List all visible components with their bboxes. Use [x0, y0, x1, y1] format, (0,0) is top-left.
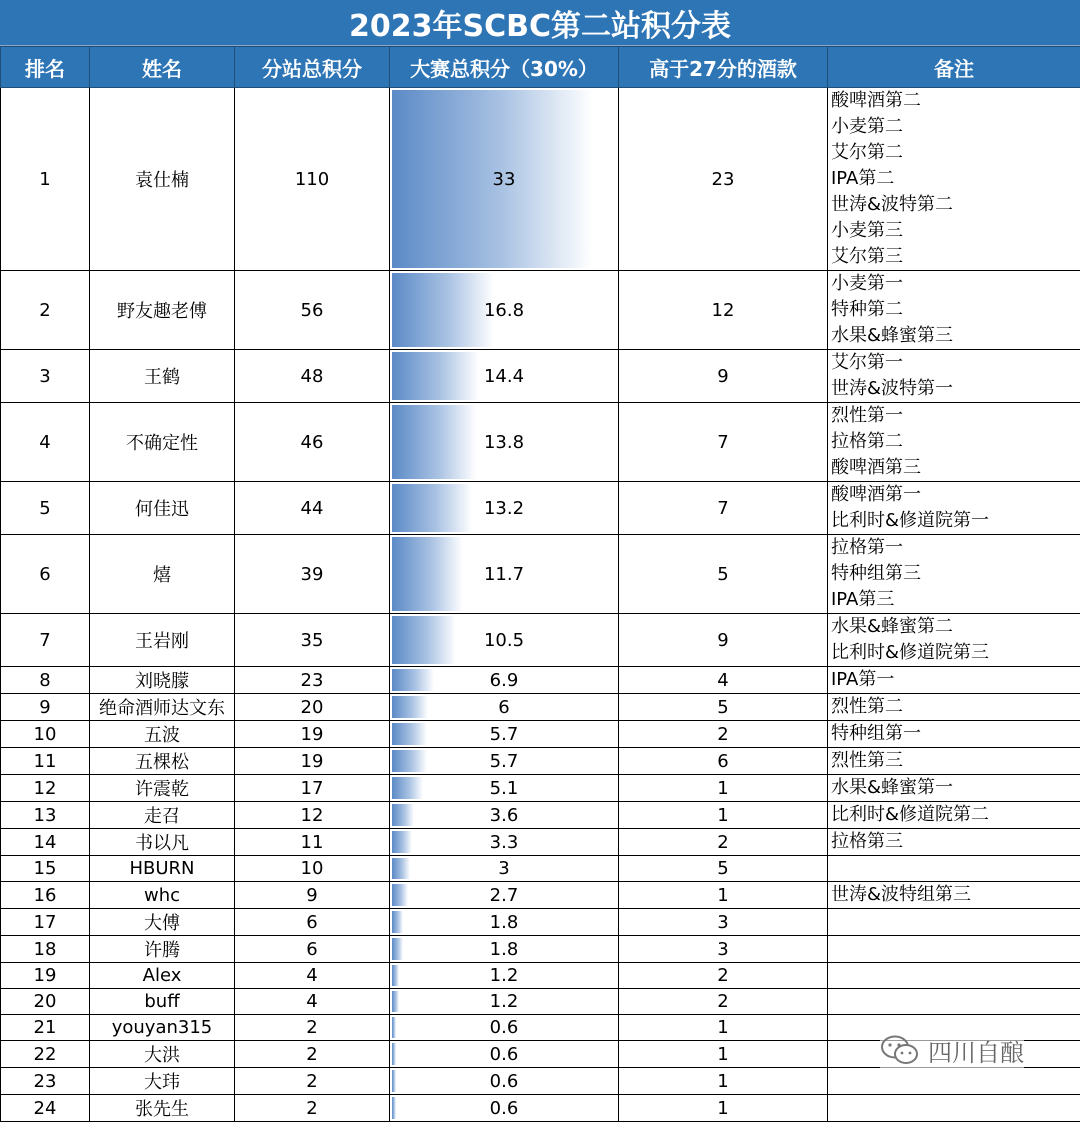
- station-score-cell: 44: [235, 482, 390, 535]
- table-row: [1, 989, 1080, 1015]
- notes-cell: [828, 271, 1080, 350]
- note-line: 艾尔第三: [831, 244, 1080, 270]
- note-line: 烈性第一: [831, 403, 1080, 429]
- total-score-cell: [390, 775, 619, 802]
- name-cell: Alex: [90, 963, 235, 989]
- table-row: [1, 1068, 1080, 1095]
- station-score-cell: 6: [235, 909, 390, 936]
- notes-cell: [828, 614, 1080, 667]
- station-score-cell: 4: [235, 989, 390, 1015]
- beer-count-cell: 2: [619, 829, 828, 856]
- note-line: 比利时&修道院第二: [831, 802, 1080, 828]
- total-score-cell: [390, 963, 619, 989]
- rank-cell: 14: [1, 829, 90, 856]
- beer-count-cell: 1: [619, 1068, 828, 1095]
- station-score-cell: 2: [235, 1015, 390, 1041]
- beer-count-cell: 1: [619, 1041, 828, 1068]
- name-cell: 王鹤: [90, 350, 235, 403]
- table-row: [1, 856, 1080, 882]
- total-score-value: 13.8: [484, 432, 524, 453]
- total-score-cell: [390, 694, 619, 721]
- note-line: IPA第三: [831, 587, 1080, 613]
- note-line: 酸啤酒第一: [831, 482, 1080, 508]
- total-score-value: 13.2: [484, 498, 524, 519]
- score-databar: [392, 1097, 396, 1119]
- note-line: 世涛&波特第一: [831, 376, 1080, 402]
- notes-cell: [828, 882, 1080, 909]
- station-score-cell: 56: [235, 271, 390, 350]
- score-databar: [392, 965, 399, 986]
- score-databar: [392, 831, 412, 853]
- station-score-cell: 39: [235, 535, 390, 614]
- station-score-cell: 11: [235, 829, 390, 856]
- rank-cell: 11: [1, 748, 90, 775]
- table-row: [1, 667, 1080, 694]
- notes-cell: [828, 909, 1080, 936]
- station-score-cell: 12: [235, 802, 390, 829]
- total-score-value: 5.1: [490, 778, 519, 799]
- total-score-cell: [390, 936, 619, 963]
- beer-count-cell: 2: [619, 721, 828, 748]
- rank-cell: 1: [1, 88, 90, 271]
- note-line: 烈性第三: [831, 748, 1080, 774]
- beer-count-cell: 7: [619, 403, 828, 482]
- station-score-cell: 2: [235, 1068, 390, 1095]
- total-score-cell: [390, 1068, 619, 1095]
- station-score-cell: 2: [235, 1041, 390, 1068]
- name-cell: 五棵松: [90, 748, 235, 775]
- score-databar: [392, 669, 434, 691]
- rank-cell: 24: [1, 1095, 90, 1122]
- rank-cell: 5: [1, 482, 90, 535]
- table-row: [1, 403, 1080, 482]
- watermark-text: 四川自酿: [928, 1033, 1024, 1068]
- table-row: [1, 535, 1080, 614]
- score-databar: [392, 1070, 396, 1092]
- header-rank: 排名: [1, 47, 90, 88]
- total-score-cell: [390, 350, 619, 403]
- beer-count-cell: 5: [619, 856, 828, 882]
- table-row: [1, 775, 1080, 802]
- station-score-cell: 4: [235, 963, 390, 989]
- table-row: [1, 482, 1080, 535]
- score-databar: [392, 884, 408, 906]
- total-score-value: 10.5: [484, 630, 524, 651]
- beer-count-cell: 23: [619, 88, 828, 271]
- total-score-value: 1.8: [490, 939, 519, 960]
- total-score-value: 2.7: [490, 885, 519, 906]
- beer-count-cell: 5: [619, 535, 828, 614]
- total-score-cell: [390, 535, 619, 614]
- score-databar: [392, 858, 410, 879]
- note-line: 特种第二: [831, 297, 1080, 323]
- table-row: [1, 882, 1080, 909]
- table-row: [1, 748, 1080, 775]
- table-row: [1, 694, 1080, 721]
- notes-cell: [828, 856, 1080, 882]
- notes-cell: [828, 963, 1080, 989]
- beer-count-cell: 3: [619, 909, 828, 936]
- beer-count-cell: 1: [619, 1015, 828, 1041]
- score-databar: [392, 911, 403, 933]
- total-score-cell: [390, 482, 619, 535]
- beer-count-cell: 9: [619, 350, 828, 403]
- notes-cell: [828, 721, 1080, 748]
- name-cell: 走召: [90, 802, 235, 829]
- total-score-cell: [390, 1095, 619, 1122]
- total-score-value: 3: [498, 858, 509, 879]
- name-cell: 许震乾: [90, 775, 235, 802]
- rank-cell: 15: [1, 856, 90, 882]
- table-row: [1, 614, 1080, 667]
- beer-count-cell: 9: [619, 614, 828, 667]
- total-score-value: 6: [498, 697, 509, 718]
- total-score-cell: [390, 721, 619, 748]
- rank-cell: 22: [1, 1041, 90, 1068]
- name-cell: 不确定性: [90, 403, 235, 482]
- station-score-cell: 19: [235, 748, 390, 775]
- note-line: 水果&蜂蜜第一: [831, 775, 1080, 801]
- table-row: [1, 1095, 1080, 1122]
- rank-cell: 8: [1, 667, 90, 694]
- table-row: [1, 721, 1080, 748]
- note-line: 酸啤酒第三: [831, 455, 1080, 481]
- note-line: 小麦第一: [831, 271, 1080, 297]
- header-beer-count: 高于27分的酒款: [619, 47, 828, 88]
- note-line: 烈性第二: [831, 694, 1080, 720]
- notes-cell: [828, 989, 1080, 1015]
- score-table: [0, 46, 1080, 1122]
- notes-cell: [828, 88, 1080, 271]
- rank-cell: 20: [1, 989, 90, 1015]
- total-score-value: 0.6: [490, 1017, 519, 1038]
- note-line: 世涛&波特组第三: [831, 882, 1080, 908]
- notes-cell: [828, 694, 1080, 721]
- rank-cell: 3: [1, 350, 90, 403]
- name-cell: 大洪: [90, 1041, 235, 1068]
- station-score-cell: 46: [235, 403, 390, 482]
- rank-cell: 19: [1, 963, 90, 989]
- table-row: [1, 88, 1080, 271]
- note-line: 艾尔第二: [831, 140, 1080, 166]
- total-score-cell: [390, 271, 619, 350]
- note-line: 世涛&波特第二: [831, 192, 1080, 218]
- total-score-value: 0.6: [490, 1098, 519, 1119]
- table-row: [1, 802, 1080, 829]
- wechat-icon: [880, 1034, 920, 1066]
- station-score-cell: 6: [235, 936, 390, 963]
- station-score-cell: 35: [235, 614, 390, 667]
- station-score-cell: 17: [235, 775, 390, 802]
- total-score-cell: [390, 1015, 619, 1041]
- table-row: [1, 829, 1080, 856]
- note-line: 小麦第三: [831, 218, 1080, 244]
- total-score-cell: [390, 802, 619, 829]
- name-cell: 袁仕楠: [90, 88, 235, 271]
- beer-count-cell: 2: [619, 989, 828, 1015]
- rank-cell: 9: [1, 694, 90, 721]
- name-cell: 许腾: [90, 936, 235, 963]
- rank-cell: 2: [1, 271, 90, 350]
- note-line: 拉格第三: [831, 829, 1080, 855]
- table-row: [1, 936, 1080, 963]
- total-score-cell: [390, 989, 619, 1015]
- total-score-value: 3.3: [490, 832, 519, 853]
- rank-cell: 12: [1, 775, 90, 802]
- note-line: 酸啤酒第二: [831, 88, 1080, 114]
- total-score-cell: [390, 909, 619, 936]
- station-score-cell: 19: [235, 721, 390, 748]
- rank-cell: 4: [1, 403, 90, 482]
- score-databar: [392, 938, 403, 960]
- name-cell: 绝命酒师达文东: [90, 694, 235, 721]
- total-score-cell: [390, 829, 619, 856]
- notes-cell: [828, 748, 1080, 775]
- note-line: 拉格第一: [831, 535, 1080, 561]
- rank-cell: 17: [1, 909, 90, 936]
- beer-count-cell: 1: [619, 802, 828, 829]
- score-databar: [392, 777, 423, 799]
- name-cell: 书以凡: [90, 829, 235, 856]
- score-databar: [392, 1043, 396, 1065]
- score-databar: [392, 616, 456, 664]
- name-cell: 大傅: [90, 909, 235, 936]
- rank-cell: 23: [1, 1068, 90, 1095]
- header-notes: 备注: [828, 47, 1080, 88]
- rank-cell: 13: [1, 802, 90, 829]
- name-cell: 大玮: [90, 1068, 235, 1095]
- score-databar: [392, 696, 428, 718]
- notes-cell: [828, 1068, 1080, 1095]
- score-databar: [392, 90, 592, 268]
- total-score-value: 33: [493, 169, 516, 190]
- name-cell: 熺: [90, 535, 235, 614]
- notes-cell: [828, 829, 1080, 856]
- rank-cell: 18: [1, 936, 90, 963]
- note-line: 艾尔第一: [831, 350, 1080, 376]
- station-score-cell: 20: [235, 694, 390, 721]
- score-databar: [392, 804, 414, 826]
- total-score-value: 1.2: [490, 991, 519, 1012]
- total-score-cell: [390, 882, 619, 909]
- name-cell: HBURN: [90, 856, 235, 882]
- beer-count-cell: 7: [619, 482, 828, 535]
- beer-count-cell: 1: [619, 775, 828, 802]
- notes-cell: [828, 482, 1080, 535]
- notes-cell: [828, 403, 1080, 482]
- name-cell: 刘晓朦: [90, 667, 235, 694]
- total-score-cell: [390, 667, 619, 694]
- notes-cell: [828, 667, 1080, 694]
- total-score-value: 16.8: [484, 300, 524, 321]
- beer-count-cell: 1: [619, 1095, 828, 1122]
- station-score-cell: 23: [235, 667, 390, 694]
- note-line: 特种组第三: [831, 561, 1080, 587]
- total-score-value: 6.9: [490, 670, 519, 691]
- header-station-score: 分站总积分: [235, 47, 390, 88]
- note-line: 特种组第一: [831, 721, 1080, 747]
- rank-cell: 7: [1, 614, 90, 667]
- name-cell: buff: [90, 989, 235, 1015]
- score-databar: [392, 405, 476, 479]
- name-cell: whc: [90, 882, 235, 909]
- notes-cell: [828, 1095, 1080, 1122]
- score-databar: [392, 991, 399, 1012]
- notes-cell: [828, 350, 1080, 403]
- note-line: 水果&蜂蜜第二: [831, 614, 1080, 640]
- total-score-value: 5.7: [490, 724, 519, 745]
- table-row: [1, 350, 1080, 403]
- table-row: [1, 909, 1080, 936]
- name-cell: 何佳迅: [90, 482, 235, 535]
- total-score-cell: [390, 88, 619, 271]
- total-score-cell: [390, 403, 619, 482]
- table-row: [1, 963, 1080, 989]
- name-cell: 野友趣老傅: [90, 271, 235, 350]
- total-score-value: 1.8: [490, 912, 519, 933]
- note-line: 比利时&修道院第三: [831, 640, 1080, 666]
- score-databar: [392, 352, 479, 400]
- note-line: 小麦第二: [831, 114, 1080, 140]
- beer-count-cell: 6: [619, 748, 828, 775]
- total-score-cell: [390, 748, 619, 775]
- header-total-score: 大赛总积分（30%）: [390, 47, 619, 88]
- header-name: 姓名: [90, 47, 235, 88]
- watermark: [880, 1030, 1024, 1070]
- rank-cell: 10: [1, 721, 90, 748]
- beer-count-cell: 2: [619, 963, 828, 989]
- note-line: 比利时&修道院第一: [831, 508, 1080, 534]
- total-score-value: 5.7: [490, 751, 519, 772]
- rank-cell: 16: [1, 882, 90, 909]
- note-line: 水果&蜂蜜第三: [831, 323, 1080, 349]
- station-score-cell: 110: [235, 88, 390, 271]
- score-databar: [392, 1017, 396, 1038]
- total-score-value: 3.6: [490, 805, 519, 826]
- station-score-cell: 10: [235, 856, 390, 882]
- score-databar: [392, 537, 463, 611]
- beer-count-cell: 5: [619, 694, 828, 721]
- station-score-cell: 48: [235, 350, 390, 403]
- beer-count-cell: 1: [619, 882, 828, 909]
- note-line: 拉格第二: [831, 429, 1080, 455]
- total-score-cell: [390, 1041, 619, 1068]
- note-line: IPA第二: [831, 166, 1080, 192]
- table-row: [1, 271, 1080, 350]
- total-score-value: 0.6: [490, 1071, 519, 1092]
- notes-cell: [828, 775, 1080, 802]
- notes-cell: [828, 535, 1080, 614]
- score-databar: [392, 273, 494, 347]
- rank-cell: 6: [1, 535, 90, 614]
- total-score-value: 0.6: [490, 1044, 519, 1065]
- beer-count-cell: 12: [619, 271, 828, 350]
- station-score-cell: 9: [235, 882, 390, 909]
- notes-cell: [828, 802, 1080, 829]
- notes-cell: [828, 936, 1080, 963]
- score-databar: [392, 750, 427, 772]
- name-cell: 五波: [90, 721, 235, 748]
- total-score-value: 14.4: [484, 366, 524, 387]
- beer-count-cell: 4: [619, 667, 828, 694]
- total-score-value: 1.2: [490, 965, 519, 986]
- name-cell: 王岩刚: [90, 614, 235, 667]
- rank-cell: 21: [1, 1015, 90, 1041]
- total-score-value: 11.7: [484, 564, 524, 585]
- beer-count-cell: 3: [619, 936, 828, 963]
- table-title: 2023年SCBC第二站积分表: [0, 0, 1080, 46]
- name-cell: 张先生: [90, 1095, 235, 1122]
- score-databar: [392, 723, 427, 745]
- name-cell: youyan315: [90, 1015, 235, 1041]
- total-score-cell: [390, 614, 619, 667]
- total-score-cell: [390, 856, 619, 882]
- note-line: IPA第一: [831, 667, 1080, 693]
- header-row: [1, 47, 1080, 88]
- score-databar: [392, 484, 472, 532]
- station-score-cell: 2: [235, 1095, 390, 1122]
